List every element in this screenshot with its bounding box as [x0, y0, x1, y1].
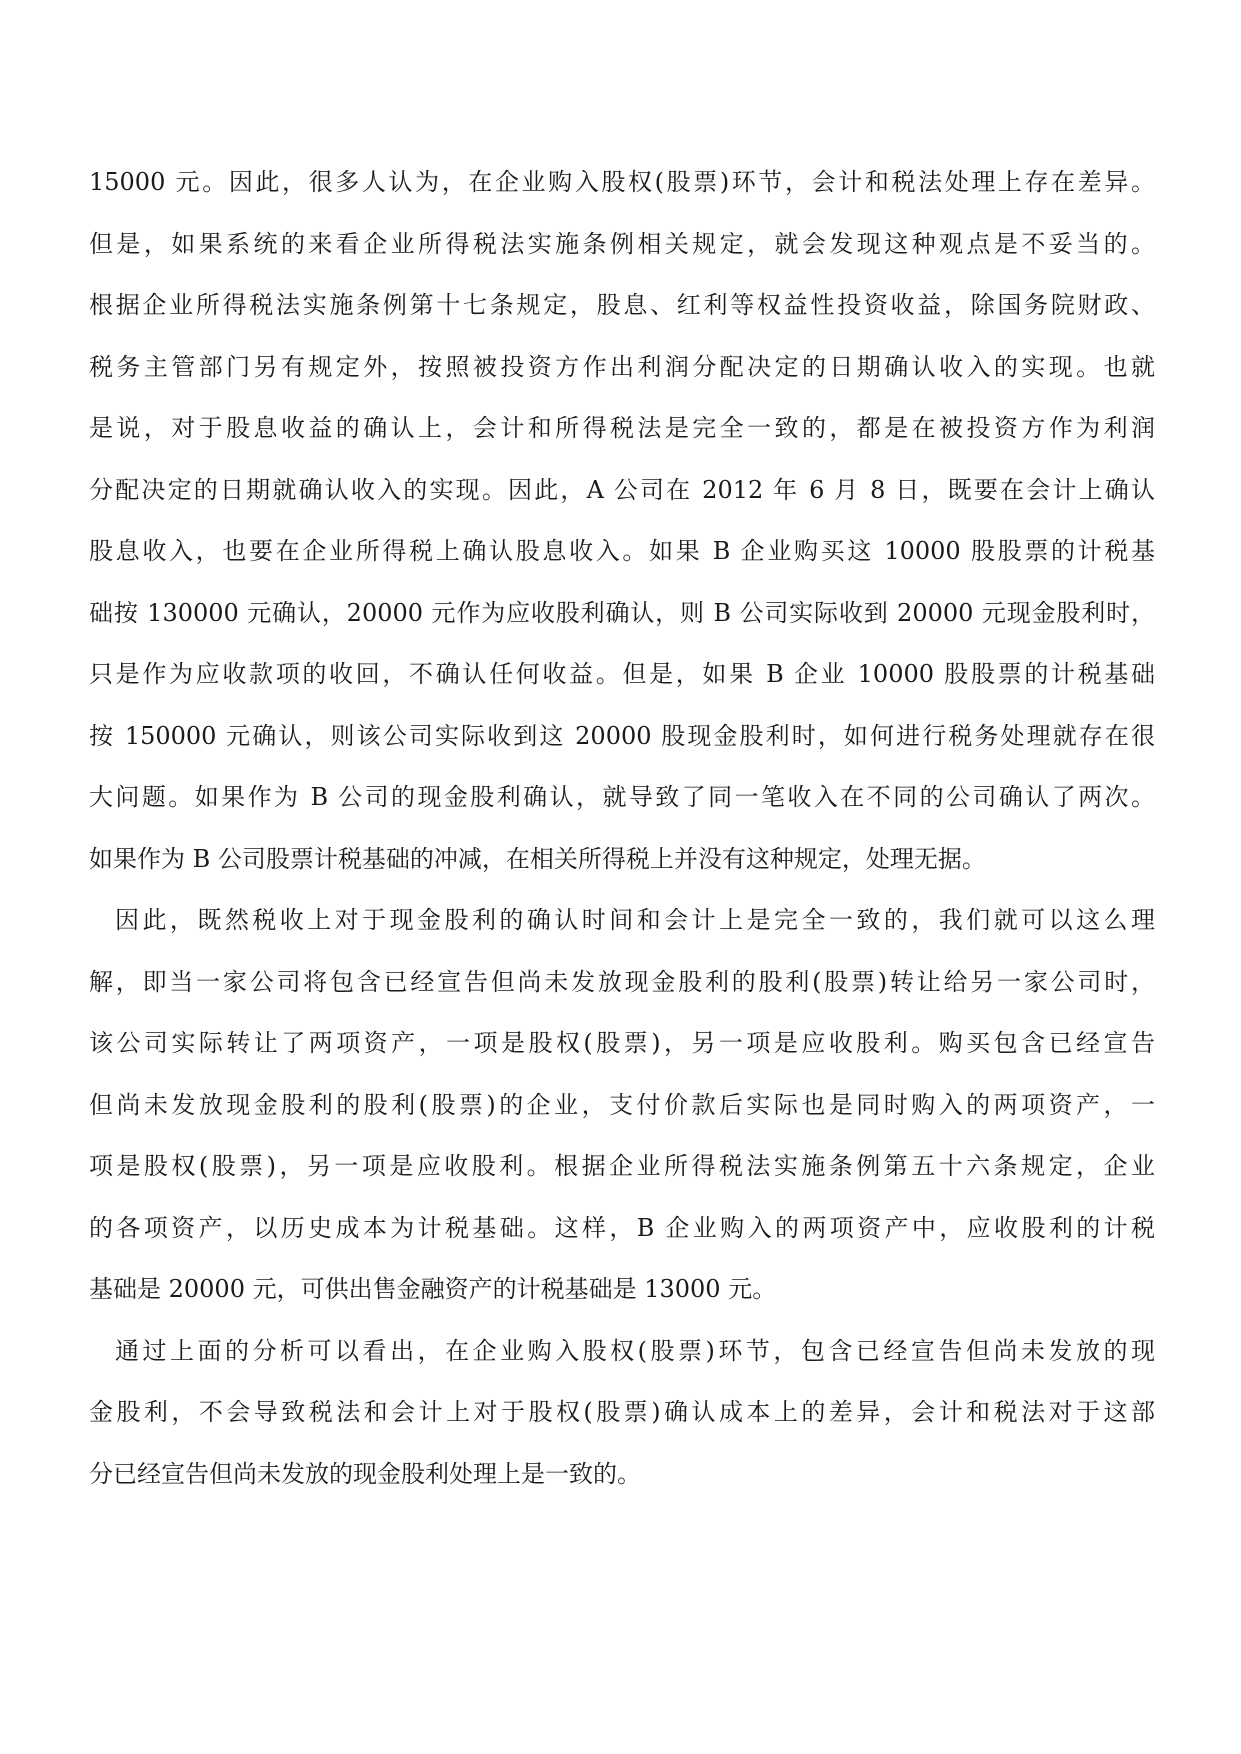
text-line: 解，即当一家公司将包含已经宣告但尚未发放现金股利的股利(股票)转让给另一家公司时， [89, 967, 1155, 996]
text-line: 15000 元。因此，很多人认为，在企业购入股权(股票)环节，会计和税法处理上存在差异。 [89, 168, 1155, 196]
text-line: 项是股权(股票)，另一项是应收股利。根据企业所得税法实施条例第五十六条规定，企业 [89, 1152, 1155, 1180]
text-line: 的各项资产，以历史成本为计税基础。这样，B 企业购入的两项资产中，应收股利的计税 [89, 1213, 1155, 1242]
text-line: 分已经宣告但尚未发放的现金股利处理上是一致的。 [89, 1459, 641, 1488]
text-line: 如果作为 B 公司股票计税基础的冲减，在相关所得税上并没有这种规定，处理无据。 [89, 844, 986, 873]
paragraph [89, 152, 1155, 890]
text-line: 因此，既然税收上对于现金股利的确认时间和会计上是完全一致的，我们就可以这么理 [115, 906, 1155, 934]
document-body [89, 152, 1155, 1505]
text-line: 基础是 20000 元，可供出售金融资产的计税基础是 13000 元。 [89, 1275, 777, 1303]
text-line: 通过上面的分析可以看出，在企业购入股权(股票)环节，包含已经宣告但尚未发放的现 [115, 1336, 1155, 1365]
paragraph [89, 1321, 1155, 1506]
text-line: 按 150000 元确认，则该公司实际收到这 20000 股现金股利时，如何进行税务处理就存在很 [89, 721, 1155, 750]
text-line: 但是，如果系统的来看企业所得税法实施条例相关规定，就会发现这种观点是不妥当的。 [89, 229, 1155, 258]
text-line: 税务主管部门另有规定外，按照被投资方作出利润分配决定的日期确认收入的实现。也就 [89, 352, 1155, 381]
text-line: 分配决定的日期就确认收入的实现。因此，A 公司在 2012 年 6 月 8 日，既要在会计上确认 [89, 475, 1155, 504]
text-line: 大问题。如果作为 B 公司的现金股利确认，就导致了同一笔收入在不同的公司确认了两次。 [89, 783, 1155, 811]
text-line: 股息收入，也要在企业所得税上确认股息收入。如果 B 企业购买这 10000 股股票的计税基 [89, 537, 1155, 565]
text-line: 金股利，不会导致税法和会计上对于股权(股票)确认成本上的差异，会计和税法对于这部 [89, 1398, 1155, 1426]
paragraph [89, 890, 1155, 1321]
text-line: 但尚未发放现金股利的股利(股票)的企业，支付价款后实际也是同时购入的两项资产，一 [89, 1090, 1155, 1119]
text-line: 该公司实际转让了两项资产，一项是股权(股票)，另一项是应收股利。购买包含已经宣告 [89, 1029, 1155, 1057]
text-line: 只是作为应收款项的收回，不确认任何收益。但是，如果 B 企业 10000 股股票的计税基础 [89, 660, 1155, 688]
text-line: 是说，对于股息收益的确认上，会计和所得税法是完全一致的，都是在被投资方作为利润 [89, 414, 1155, 442]
text-line: 根据企业所得税法实施条例第十七条规定，股息、红利等权益性投资收益，除国务院财政、 [89, 291, 1155, 319]
text-line: 础按 130000 元确认，20000 元作为应收股利确认，则 B 公司实际收到 20000 元现金股利时， [89, 598, 1155, 627]
